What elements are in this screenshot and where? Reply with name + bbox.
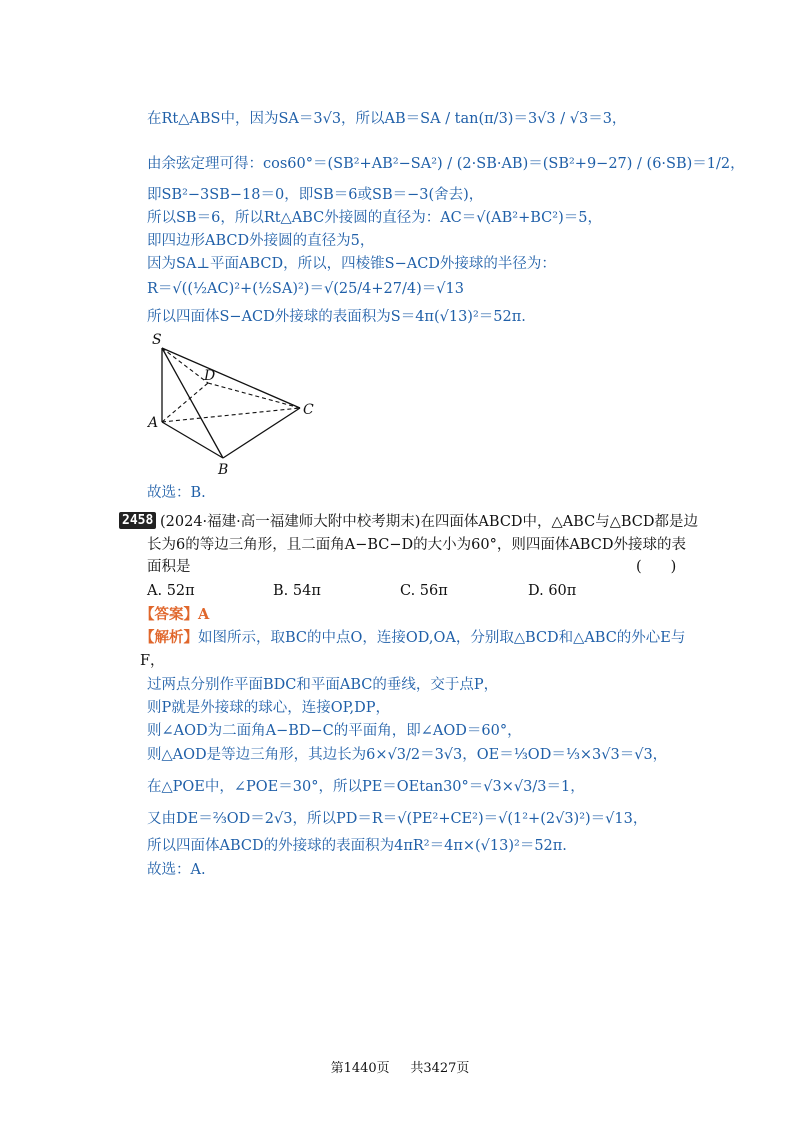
analysis-line-2: F， (140, 653, 165, 669)
problem-source: (2024·福建·高一福建师大附中校考期末) (160, 514, 421, 530)
problem-line-3: 面积是 (147, 559, 191, 575)
analysis-line-5: 则∠AOD为二面角A−BD−C的平面角，即∠AOD＝60°， (147, 723, 522, 739)
analysis-line-3: 过两点分别作平面BDC和平面ABC的垂线，交于点P， (147, 677, 499, 693)
page-total: 共3427页 (410, 1061, 470, 1076)
answer-line (140, 606, 209, 624)
label-b: B (218, 462, 229, 478)
solution-line-1: 在Rt△ABS中，因为SA＝3√3，所以AB＝SA / tan(π/3)＝3√3 / √3＝3， (147, 111, 627, 127)
problem-line-1 (160, 513, 698, 531)
page-number: 第1440页 (330, 1061, 390, 1076)
analysis-line-4: 则P就是外接球的球心，连接OP,DP， (147, 700, 390, 716)
solution-line-3: 即SB²−3SB−18＝0，即SB＝6或SB＝−3(舍去)， (147, 187, 484, 203)
solution-line-2: 由余弦定理可得：cos60°＝(SB²+AB²−SA²) / (2·SB·AB)＝(SB²+9−27) / (6·SB)＝1/2， (147, 156, 745, 172)
problem-text-1: 在四面体ABCD中，△ABC与△BCD都是边 (420, 514, 698, 530)
label-c: C (303, 402, 314, 418)
option-a: A. 52π (147, 583, 195, 599)
edge-sb (162, 348, 223, 458)
problem-number-badge: 2458 (119, 512, 156, 529)
label-d: D (204, 368, 216, 384)
option-c: C. 56π (400, 583, 448, 599)
solution-line-7: R＝√((½AC)²+(½SA)²)＝√(25/4+27/4)＝√13 (147, 281, 464, 297)
page-footer (0, 1057, 800, 1076)
answer-label: 【答案】 (140, 606, 198, 623)
answer-bracket: ( ) (636, 559, 677, 575)
solution-line-6: 因为SA⊥平面ABCD，所以，四棱锥S−ACD外接球的半径为： (147, 256, 556, 272)
solution-line-5: 即四边形ABCD外接圆的直径为5， (147, 233, 375, 249)
solution-line-8: 所以四面体S−ACD外接球的表面积为S＝4π(√13)²＝52π. (147, 309, 526, 325)
edge-sc (162, 348, 300, 408)
solution-choice: 故选：B. (147, 485, 206, 501)
analysis-label: 【解析】 (140, 629, 198, 646)
label-s: S (152, 332, 162, 348)
pyramid-figure (140, 328, 330, 478)
edge-ac (162, 408, 300, 422)
analysis-line-10: 故选：A. (147, 862, 206, 878)
analysis-text-1: 如图所示，取BC的中点O，连接OD,OA，分别取△BCD和△ABC的外心E与 (198, 630, 686, 646)
edge-dc (208, 383, 300, 408)
analysis-line-9: 所以四面体ABCD的外接球的表面积为4πR²＝4π×(√13)²＝52π. (147, 838, 567, 854)
analysis-line-8: 又由DE＝⅔OD＝2√3，所以PD＝R＝√(PE²+CE²)＝√(1²+(2√3)²)＝√13， (147, 811, 648, 827)
edge-ab (162, 422, 223, 458)
option-b: B. 54π (273, 583, 321, 599)
label-a: A (148, 415, 159, 431)
analysis-line-1 (140, 629, 685, 647)
option-d: D. 60π (528, 583, 577, 599)
edge-bc (223, 408, 300, 458)
solution-line-4: 所以SB＝6，所以Rt△ABC外接圆的直径为：AC＝√(AB²+BC²)＝5， (147, 210, 602, 226)
answer-value: A (198, 606, 210, 623)
problem-line-2: 长为6的等边三角形，且二面角A−BC−D的大小为60°，则四面体ABCD外接球的表 (147, 537, 686, 553)
analysis-line-7: 在△POE中，∠POE＝30°，所以PE＝OEtan30°＝√3×√3/3＝1， (147, 779, 585, 795)
analysis-line-6: 则△AOD是等边三角形，其边长为6×√3/2＝3√3，OE＝⅓OD＝⅓×3√3＝√3， (147, 747, 668, 763)
